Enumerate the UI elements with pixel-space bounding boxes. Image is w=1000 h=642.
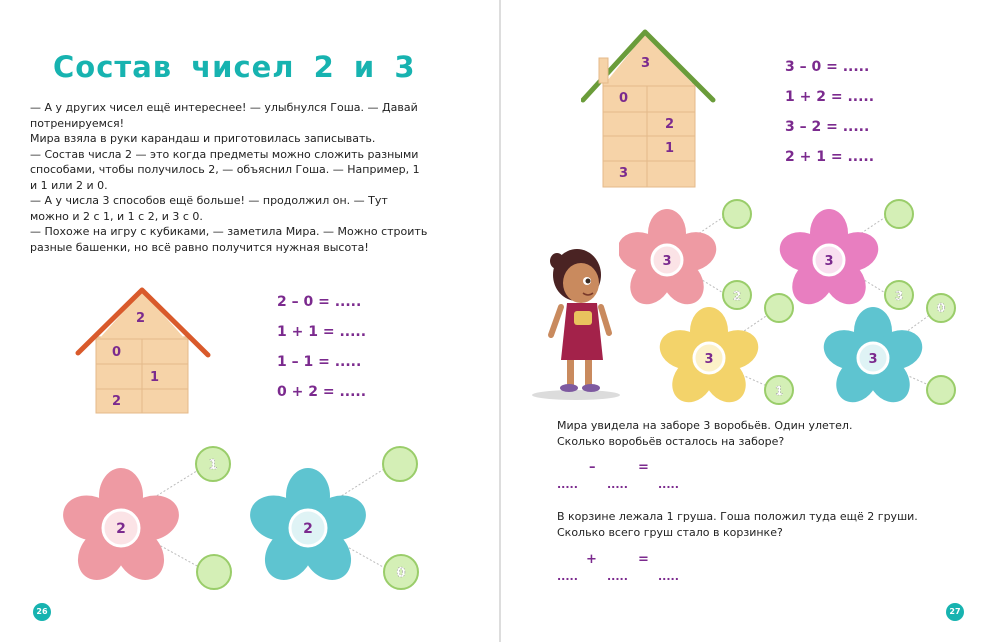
flower-center-number: 2 [303,521,313,537]
answer-blank[interactable]: ..... [557,570,578,583]
minus-sign: – [589,460,596,475]
problem-line: В корзине лежала 1 груша. Гоша положил туда ещё 2 груши. [557,510,918,523]
flower-3a [619,200,751,312]
equation[interactable]: 2 + 1 = ..... [785,149,875,165]
answer-blank[interactable]: ..... [658,570,679,583]
flower-3b [775,200,913,312]
house-cell: 2 [665,117,675,132]
story-paragraph: — Похоже на игру с кубиками, — заметила Мира. — Можно строить разные башенки, но всё равно получится нужная высота! [30,225,428,254]
answer-circle[interactable] [765,294,793,322]
house-cell: 0 [112,345,122,360]
story-paragraph: — А у других чисел ещё интереснее! — улыбнулся Гоша. — Давай потренируемся! [30,101,418,130]
story-text [30,100,430,255]
equation[interactable]: 1 + 1 = ..... [277,324,367,340]
equation[interactable]: 1 + 2 = ..... [785,89,875,105]
word-problem-1 [557,418,977,450]
left-page [0,0,499,642]
answer-circle-number: 3 [894,289,904,303]
answer-blank[interactable]: ..... [557,478,578,491]
house-drawing [72,285,212,415]
house-roof-number: 2 [136,311,146,326]
answer-circle-number: 2 [732,289,742,303]
equations-list [277,287,366,407]
problem-line: Сколько всего груш стало в корзинке? [557,526,783,539]
flower-center-number: 3 [824,254,834,269]
story-paragraph: — А у числа 3 способов ещё больше! — продолжил он. — Тут можно и 2 с 1, и 1 с 2, и 3 с 0. [30,194,388,223]
house-cell: 1 [665,141,675,156]
page-number: 26 [33,603,51,621]
equation[interactable]: 3 – 2 = ..... [785,119,870,135]
right-page [501,0,1000,642]
answer-circle[interactable] [927,376,955,404]
house-cell: 3 [619,166,629,181]
flowers-area [0,440,499,610]
house-roof-number: 3 [641,56,651,71]
flower-2a [57,447,231,589]
house-cell: 0 [619,91,629,106]
equation[interactable]: 0 + 2 = ..... [277,384,367,400]
answer-circle-number: 1 [774,384,784,398]
flower-3c [655,294,793,410]
answer-circle[interactable] [723,200,751,228]
flower-center-number: 3 [704,352,714,367]
equations-list [785,52,874,172]
equation[interactable]: 1 – 1 = ..... [277,354,362,370]
number-house-3 [581,28,721,190]
equals-sign: = [638,552,649,567]
flower-center-number: 3 [662,254,672,269]
house-drawing [581,28,721,190]
equals-sign: = [638,460,649,475]
answer-circle[interactable] [885,200,913,228]
flower-center-number: 2 [116,521,126,537]
story-paragraph: — Состав числа 2 — это когда предметы можно сложить разными способами, чтобы получилось 2, — объяснил Гоша. — Например, 1 и 1 или 2 и 0. [30,147,420,192]
answer-blank[interactable]: ..... [607,478,628,491]
answer-blank[interactable]: ..... [607,570,628,583]
answer-circle[interactable] [197,555,231,589]
flower-2b [244,447,418,589]
plus-sign: + [586,552,597,567]
answer-circle-number: 1 [208,458,218,473]
flowers-area [619,190,999,420]
house-cell: 2 [112,394,122,409]
answer-circle-number: 0 [396,566,406,581]
girl-illustration [531,235,631,405]
problem-line: Сколько воробьёв осталось на заборе? [557,435,785,448]
story-paragraph: Мира взяла в руки карандаш и приготовилась записывать. [30,132,376,145]
equation[interactable]: 3 – 0 = ..... [785,59,870,75]
page-title: Состав чисел 2 и 3 [53,50,416,84]
problem-line: Мира увидела на заборе 3 воробьёв. Один улетел. [557,419,853,432]
house-cell: 1 [150,370,160,385]
word-problem-2 [557,509,977,541]
equation[interactable]: 2 – 0 = ..... [277,294,362,310]
flower-center-number: 3 [868,352,878,367]
page-number: 27 [946,603,964,621]
answer-blank[interactable]: ..... [658,478,679,491]
answer-circle[interactable] [383,447,417,481]
number-house-2 [72,285,212,415]
answer-circle-number: 0 [936,301,946,315]
flower-3d [819,294,955,410]
